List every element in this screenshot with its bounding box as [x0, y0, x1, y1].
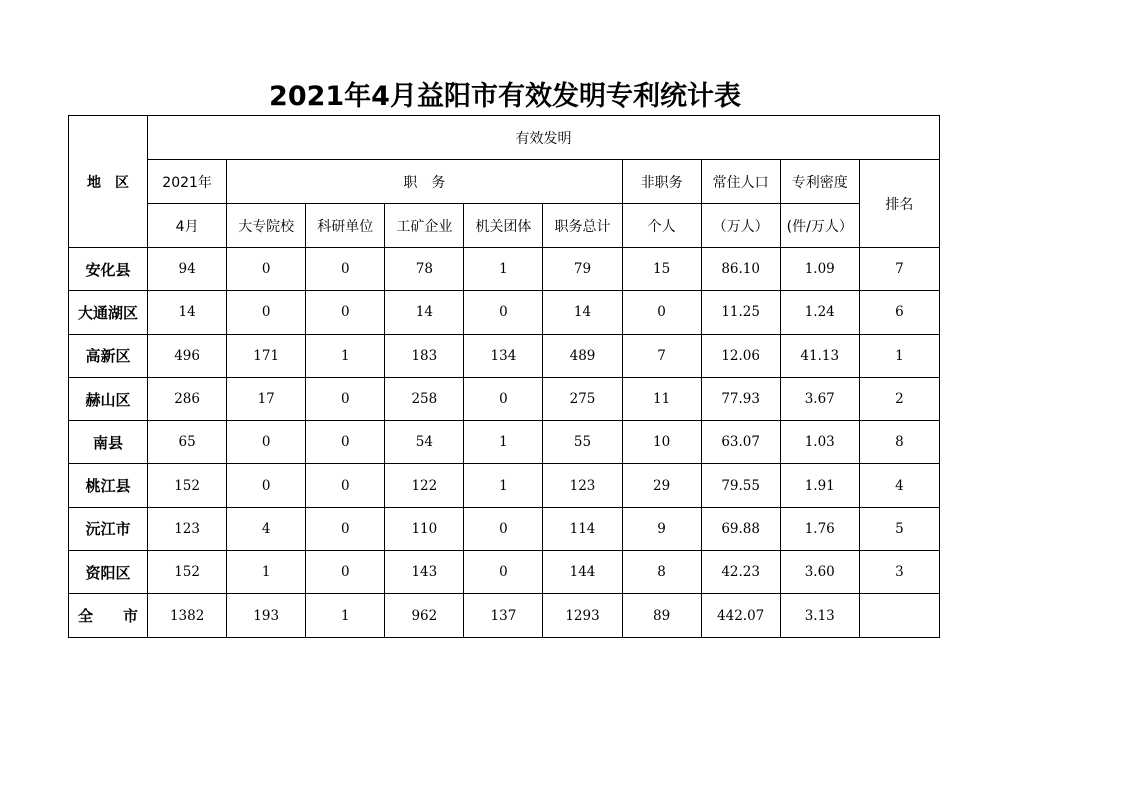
individual-cell: 9	[622, 507, 701, 550]
density-cell: 1.09	[780, 248, 859, 291]
government-org-cell: 0	[464, 291, 543, 334]
service-total-cell: 275	[543, 377, 622, 420]
population-cell: 69.88	[701, 507, 780, 550]
individual-header: 个人	[622, 204, 701, 248]
header-row-2	[69, 160, 940, 204]
industry-enterprise-header: 工矿企业	[385, 204, 464, 248]
industry-enterprise-cell: 258	[385, 377, 464, 420]
service-total-header: 职务总计	[543, 204, 622, 248]
research-unit-cell: 0	[306, 464, 385, 507]
service-total-cell: 79	[543, 248, 622, 291]
density-cell: 3.13	[780, 594, 859, 637]
region-cell: 大通湖区	[69, 291, 148, 334]
population-cell: 77.93	[701, 377, 780, 420]
industry-enterprise-cell: 78	[385, 248, 464, 291]
service-total-cell: 14	[543, 291, 622, 334]
college-cell: 0	[227, 248, 306, 291]
government-org-cell: 134	[464, 334, 543, 377]
individual-cell: 89	[622, 594, 701, 637]
research-unit-cell: 1	[306, 334, 385, 377]
table-row	[69, 334, 940, 377]
region-cell: 资阳区	[69, 551, 148, 594]
individual-cell: 7	[622, 334, 701, 377]
patent-statistics-table	[68, 115, 940, 638]
region-cell: 沅江市	[69, 507, 148, 550]
research-unit-cell: 0	[306, 507, 385, 550]
service-total-cell: 489	[543, 334, 622, 377]
region-cell: 高新区	[69, 334, 148, 377]
rank-cell: 2	[859, 377, 939, 420]
population-cell: 86.10	[701, 248, 780, 291]
government-org-cell: 0	[464, 507, 543, 550]
rank-cell	[859, 594, 939, 637]
month-total-cell: 286	[148, 377, 227, 420]
individual-cell: 11	[622, 377, 701, 420]
industry-enterprise-cell: 110	[385, 507, 464, 550]
individual-cell: 29	[622, 464, 701, 507]
individual-cell: 8	[622, 551, 701, 594]
service-total-cell: 114	[543, 507, 622, 550]
research-unit-cell: 0	[306, 421, 385, 464]
header-row-3	[69, 204, 940, 248]
density-cell: 41.13	[780, 334, 859, 377]
population-header: 常住人口	[701, 160, 780, 204]
month-total-cell: 152	[148, 464, 227, 507]
industry-enterprise-cell: 54	[385, 421, 464, 464]
industry-enterprise-cell: 962	[385, 594, 464, 637]
table-row	[69, 291, 940, 334]
government-org-cell: 1	[464, 421, 543, 464]
region-cell: 赫山区	[69, 377, 148, 420]
density-cell: 1.91	[780, 464, 859, 507]
month-total-cell: 14	[148, 291, 227, 334]
government-org-cell: 0	[464, 377, 543, 420]
month-total-cell: 152	[148, 551, 227, 594]
individual-cell: 0	[622, 291, 701, 334]
effective-invention-header: 有效发明	[148, 116, 940, 160]
month-total-cell: 94	[148, 248, 227, 291]
density-cell: 1.24	[780, 291, 859, 334]
population-cell: 11.25	[701, 291, 780, 334]
density-cell: 1.03	[780, 421, 859, 464]
college-cell: 193	[227, 594, 306, 637]
page-title: 2021年4月益阳市有效发明专利统计表	[269, 81, 741, 112]
service-header: 职 务	[227, 160, 622, 204]
college-cell: 4	[227, 507, 306, 550]
population-cell: 12.06	[701, 334, 780, 377]
month-total-cell: 1382	[148, 594, 227, 637]
service-total-cell: 1293	[543, 594, 622, 637]
college-cell: 0	[227, 291, 306, 334]
college-cell: 0	[227, 421, 306, 464]
table-row	[69, 551, 940, 594]
month-total-cell: 123	[148, 507, 227, 550]
government-org-cell: 1	[464, 464, 543, 507]
region-header: 地 区	[69, 116, 148, 248]
research-unit-cell: 0	[306, 248, 385, 291]
research-unit-cell: 0	[306, 551, 385, 594]
density-cell: 1.76	[780, 507, 859, 550]
table-body	[69, 248, 940, 638]
month-total-cell: 496	[148, 334, 227, 377]
population-cell: 42.23	[701, 551, 780, 594]
government-org-cell: 1	[464, 248, 543, 291]
density-header: 专利密度	[780, 160, 859, 204]
industry-enterprise-cell: 122	[385, 464, 464, 507]
table-row	[69, 507, 940, 550]
year-header: 2021年	[148, 160, 227, 204]
rank-cell: 1	[859, 334, 939, 377]
density-cell: 3.60	[780, 551, 859, 594]
non-service-header: 非职务	[622, 160, 701, 204]
region-cell: 全 市	[69, 594, 148, 637]
rank-cell: 6	[859, 291, 939, 334]
table-row	[69, 377, 940, 420]
table-row	[69, 248, 940, 291]
college-cell: 1	[227, 551, 306, 594]
research-unit-cell: 0	[306, 291, 385, 334]
rank-cell: 4	[859, 464, 939, 507]
industry-enterprise-cell: 143	[385, 551, 464, 594]
table-row	[69, 421, 940, 464]
research-unit-cell: 0	[306, 377, 385, 420]
density-unit-header: (件/万人）	[780, 204, 859, 248]
college-cell: 17	[227, 377, 306, 420]
rank-header: 排名	[859, 160, 939, 248]
government-org-header: 机关团体	[464, 204, 543, 248]
industry-enterprise-cell: 183	[385, 334, 464, 377]
header-row-1	[69, 116, 940, 160]
population-cell: 442.07	[701, 594, 780, 637]
service-total-cell: 144	[543, 551, 622, 594]
rank-cell: 8	[859, 421, 939, 464]
research-unit-cell: 1	[306, 594, 385, 637]
table-row	[69, 464, 940, 507]
region-cell: 桃江县	[69, 464, 148, 507]
research-unit-header: 科研单位	[306, 204, 385, 248]
population-unit-header: （万人）	[701, 204, 780, 248]
population-cell: 79.55	[701, 464, 780, 507]
table-row	[69, 594, 940, 637]
college-cell: 171	[227, 334, 306, 377]
region-cell: 安化县	[69, 248, 148, 291]
rank-cell: 7	[859, 248, 939, 291]
month-header: 4月	[148, 204, 227, 248]
month-total-cell: 65	[148, 421, 227, 464]
government-org-cell: 137	[464, 594, 543, 637]
college-cell: 0	[227, 464, 306, 507]
college-header: 大专院校	[227, 204, 306, 248]
population-cell: 63.07	[701, 421, 780, 464]
government-org-cell: 0	[464, 551, 543, 594]
density-cell: 3.67	[780, 377, 859, 420]
individual-cell: 15	[622, 248, 701, 291]
service-total-cell: 55	[543, 421, 622, 464]
service-total-cell: 123	[543, 464, 622, 507]
rank-cell: 3	[859, 551, 939, 594]
region-cell: 南县	[69, 421, 148, 464]
industry-enterprise-cell: 14	[385, 291, 464, 334]
rank-cell: 5	[859, 507, 939, 550]
individual-cell: 10	[622, 421, 701, 464]
